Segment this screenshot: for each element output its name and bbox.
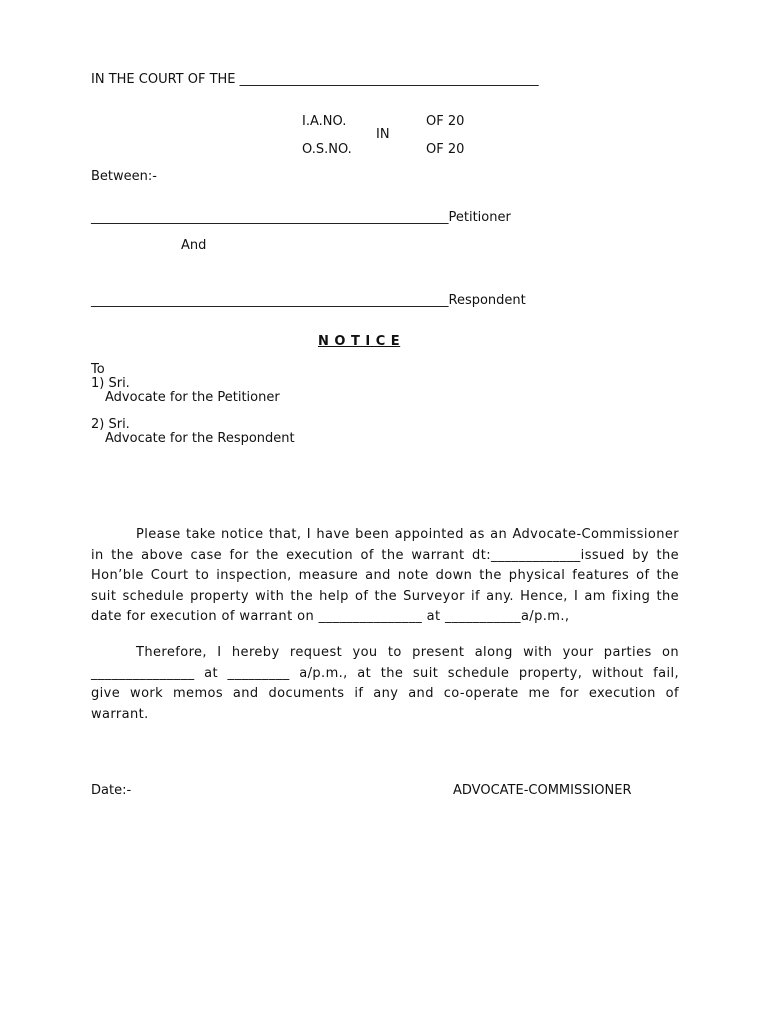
os-year-label: OF 20 bbox=[426, 142, 465, 157]
paragraph-2-line: Therefore, I hereby request you to present along with your parties on bbox=[136, 645, 679, 660]
court-title-line: IN THE COURT OF THE ______________________________________________ bbox=[91, 72, 539, 87]
notice-title: N O T I C E bbox=[318, 334, 401, 349]
paragraph-2-line: warrant. bbox=[91, 706, 149, 722]
paragraph-1-line: suit schedule property with the help of the Surveyor if any. Hence, I am fixing the bbox=[91, 588, 679, 604]
addressee-1-role: Advocate for the Petitioner bbox=[105, 390, 280, 405]
os-number-label: O.S.NO. bbox=[302, 142, 352, 157]
ia-year-label: OF 20 bbox=[426, 114, 465, 129]
paragraph-2-line: _______________ at _________ a/p.m., at the suit schedule property, without fail, bbox=[91, 665, 679, 681]
between-label: Between:- bbox=[91, 169, 157, 184]
paragraph-1-line: Please take notice that, I have been appointed as an Advocate-Commissioner bbox=[136, 527, 679, 542]
notice-paragraph-1 bbox=[91, 525, 679, 628]
addressee-1-name: 1) Sri. bbox=[91, 376, 130, 391]
in-label: IN bbox=[376, 127, 390, 142]
paragraph-1-line: date for execution of warrant on _______________ at ___________a/p.m., bbox=[91, 609, 570, 625]
petitioner-line: _______________________________________________________Petitioner bbox=[91, 210, 511, 225]
paragraph-1-line: Hon’ble Court to inspection, measure and note down the physical features of the bbox=[91, 568, 679, 584]
date-label: Date:- bbox=[91, 783, 132, 798]
signatory-label: ADVOCATE-COMMISSIONER bbox=[453, 783, 632, 798]
notice-paragraph-2 bbox=[91, 643, 679, 725]
to-label: To bbox=[91, 362, 105, 377]
respondent-line: _______________________________________________________Respondent bbox=[91, 293, 526, 308]
and-label: And bbox=[181, 238, 207, 253]
addressee-2-name: 2) Sri. bbox=[91, 417, 130, 432]
paragraph-2-line: give work memos and documents if any and co-operate me for execution of bbox=[91, 686, 679, 702]
addressee-2-role: Advocate for the Respondent bbox=[105, 431, 295, 446]
ia-number-label: I.A.NO. bbox=[302, 114, 347, 129]
paragraph-1-line: in the above case for the execution of the warrant dt:_____________issued by the bbox=[91, 547, 679, 563]
